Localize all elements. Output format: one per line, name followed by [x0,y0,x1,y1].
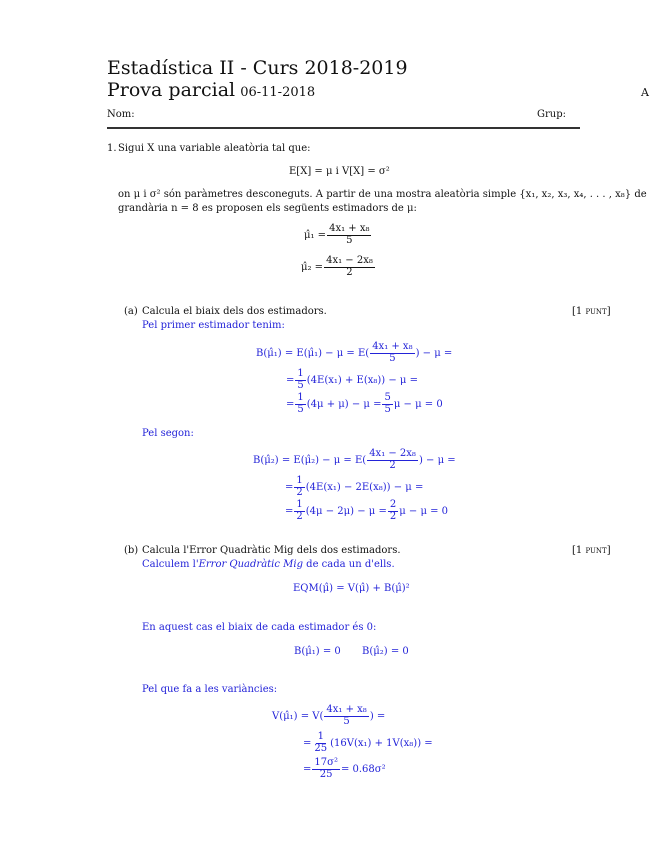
bias-2-line-2-equals: = [285,481,294,493]
bias-1-line-3 [286,393,443,415]
bias-2-line-3 [285,500,448,522]
bias-zero-text: En aquest cas el biaix de cada estimador és 0: [142,622,377,633]
estimator-2-fraction [324,256,375,278]
estimator-2-denominator: 2 [346,266,353,278]
variance-1-line-3-fraction [312,758,340,780]
variance-1-line-3-numerator: 17σ² [314,757,338,768]
bias-1-line-3-denominator-a: 5 [297,403,304,415]
estimator-2-lhs: μ̂₂ = [301,261,324,273]
params-line-1: on μ i σ² són paràmetres desconeguts. A partir de una mostra aleatòria simple {x₁, x₂, x₃, x₄, . . . , x₈} de [118,189,647,200]
bias-2-line-1-numerator: 4x₁ − 2x₈ [369,448,416,459]
bias-1-line-3-denominator-b: 5 [384,403,391,415]
name-label: Nom: [107,109,135,120]
variance-1-line-2-numerator: 1 [317,731,324,742]
variance-1-line-2 [303,732,433,754]
bias-2-line-2-numerator: 1 [296,475,303,486]
bias-1-line-1 [256,342,452,364]
part-b-question: Calcula l'Error Quadràtic Mig dels dos estimadors. [142,545,401,556]
estimator-1-denominator: 5 [346,234,353,246]
bias-1-line-2-equals: = [286,374,295,386]
bias-1-line-1-denominator: 5 [389,352,396,364]
problem-intro: Sigui X una variable aleatòria tal que: [118,143,311,154]
bias-2-line-2-denominator: 2 [296,486,303,498]
bias-2-line-2-fraction [294,476,304,498]
part-b-points: [1 punt] [572,545,611,556]
variance-1-line-1-numerator: 4x₁ + x₈ [326,704,367,715]
bias-2-line-1-lhs: B(μ̂₂) = E(μ̂₂) − μ = E( [253,454,367,466]
bias-1-line-3-fraction-b [382,393,392,415]
bias-1-line-1-fraction [370,342,414,364]
bias-1-line-3-numerator-b: 5 [384,392,391,403]
variance-1-line-1-lhs: V(μ̂₁) = V( [272,710,324,722]
variance-1-line-2-equals: = [303,737,312,749]
bias-1-line-3-rhs: μ − μ = 0 [393,398,443,410]
variance-1-line-3-rhs: = 0.68σ² [340,763,386,775]
bias-2-line-1-rhs: ) − μ = [418,454,456,466]
bias-2-line-2 [285,476,423,498]
bias-1-line-2-rhs: (4E(x₁) + E(x₈)) − μ = [306,374,418,386]
group-label: Grup: [537,109,566,120]
bias-1-line-2-fraction [295,369,305,391]
params-line-2: grandària n = 8 es proposen els següents estimadors de μ: [118,203,417,214]
bias-1-line-3-middle: (4μ + μ) − μ = [306,398,382,410]
header-divider [107,127,580,129]
eqm-formula: EQM(μ̂) = V(μ̂) + B(μ̂)² [293,583,410,594]
bias-2-line-1-fraction [367,449,418,471]
part-b-label: (b) [124,545,139,556]
variance-1-line-1-denominator: 5 [343,715,350,727]
bias-2-line-2-rhs: (4E(x₁) − 2E(x₈)) − μ = [305,481,424,493]
variance-1-line-3 [303,758,386,780]
variance-1-line-1-fraction [324,705,368,727]
bias-1-line-2 [286,369,418,391]
expectation-equation: E[X] = μ i V[X] = σ² [289,166,390,177]
estimator-1 [304,224,372,246]
page-title: Estadística II - Curs 2018-2019 [107,57,408,79]
variance-1-line-2-rhs: (16V(x₁) + 1V(x₈)) = [330,737,433,749]
bias-2-line-3-numerator-b: 2 [389,499,397,510]
bias-1-line-2-numerator: 1 [297,368,304,379]
bias-2-line-3-equals: = [285,505,294,517]
page-subtitle-row [107,79,315,101]
bias-2-line-1 [253,449,456,471]
bias-1-line-1-lhs: B(μ̂₁) = E(μ̂₁) − μ = E( [256,347,370,359]
variance-1-line-1 [272,705,385,727]
bias-1-line-1-rhs: ) − μ = [415,347,453,359]
exam-model-letter: A [641,86,649,99]
variance-1-line-2-fraction [312,732,329,754]
bias-2-line-3-fraction-b [388,500,398,522]
bias-2-line-3-numerator-a: 1 [296,499,303,510]
bias-1-zero: B(μ̂₁) = 0 [294,646,341,657]
part-a-question: Calcula el biaix dels dos estimadors. [142,306,327,317]
estimator-1-numerator: 4x₁ + x₈ [329,223,370,234]
bias-2-line-1-denominator: 2 [389,459,396,471]
part-b-answer-intro-post: de cada un d'ells. [303,559,395,570]
part-b-answer-intro-pre: Calculem l' [142,559,199,570]
exam-date: 06-11-2018 [240,85,316,100]
estimator-1-lhs: μ̂₁ = [304,229,327,241]
bias-2-line-3-middle: (4μ − 2μ) − μ = [305,505,387,517]
part-a-points: [1 punt] [572,306,611,317]
part-b-answer-intro-emphasis: Error Quadràtic Mig [198,559,303,570]
part-b-answer-intro [142,559,395,570]
bias-1-line-3-fraction-a [295,393,305,415]
bias-1-line-2-denominator: 5 [297,379,304,391]
estimator-1-fraction [327,224,371,246]
problem-number: 1. [107,143,117,154]
bias-1-line-3-numerator-a: 1 [297,392,304,403]
variance-1-line-3-equals: = [303,763,312,775]
bias-2-line-3-denominator-b: 2 [389,510,397,522]
bias-1-line-1-numerator: 4x₁ + x₈ [372,341,413,352]
variance-intro: Pel que fa a les variàncies: [142,684,278,695]
bias-2-line-3-denominator-a: 2 [296,510,303,522]
variance-1-line-2-denominator: 25 [314,742,328,754]
part-a-answer-intro: Pel primer estimador tenim: [142,320,285,331]
variance-1-line-1-rhs: ) = [369,710,386,722]
variance-1-line-3-denominator: 25 [319,768,333,780]
page-subtitle: Prova parcial [107,79,236,101]
bias-1-line-3-equals: = [286,398,295,410]
part-a-second-intro: Pel segon: [142,428,194,439]
part-a-label: (a) [124,306,138,317]
estimator-2-numerator: 4x₁ − 2x₈ [326,255,373,266]
bias-2-line-3-rhs: μ − μ = 0 [399,505,449,517]
bias-2-line-3-fraction-a [294,500,304,522]
bias-2-zero: B(μ̂₂) = 0 [362,646,409,657]
estimator-2 [301,256,376,278]
